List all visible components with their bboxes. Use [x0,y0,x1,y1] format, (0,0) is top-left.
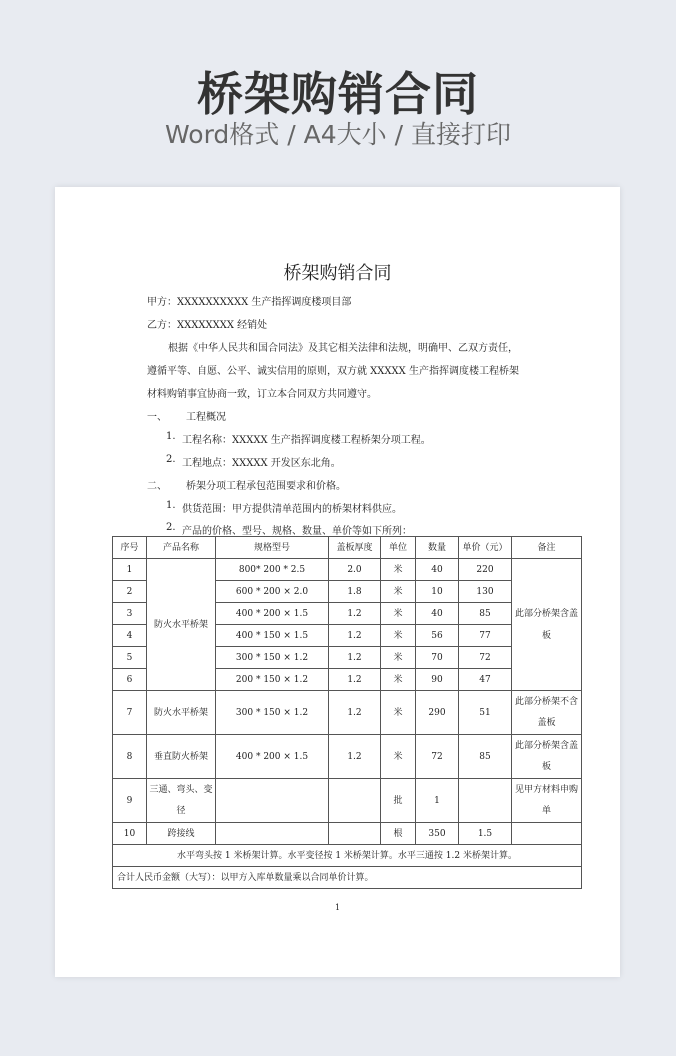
cell-spec [216,779,329,823]
cell-cover: 2.0 [329,559,381,581]
cell-cover: 1.2 [329,735,381,779]
cell-group-name: 防火水平桥架 [147,559,216,691]
cell-unit: 米 [381,625,416,647]
section-1-item-1: 工程名称：XXXXX 生产指挥调度楼工程桥架分项工程。 [182,435,431,446]
table-header-row [113,537,582,559]
cell-price: 47 [459,669,512,691]
header-unit: 单位 [381,537,416,559]
calc-note-row [113,845,582,867]
total-amount: 合计人民币金额（大写）：以甲方入库单数量乘以合同单价计算。 [113,867,582,889]
party-a: 甲方：XXXXXXXXXX 生产指挥调度楼项目部 [147,297,352,308]
cell-no: 1 [113,559,147,581]
cell-price: 77 [459,625,512,647]
cell-price [459,779,512,823]
page-number: 1 [334,903,341,912]
section-1-item-1-number: 1. [166,431,176,442]
total-row [113,867,582,889]
cell-no: 2 [113,581,147,603]
cell-qty: 70 [416,647,459,669]
cell-unit: 米 [381,735,416,779]
cell-name: 垂直防火桥架 [147,735,216,779]
calc-note: 水平弯头按 1 米桥架计算。水平变径按 1 米桥架计算。水平三通按 1.2 米桥架计算。 [113,845,582,867]
cell-cover [329,779,381,823]
cell-note: 此部分桥架含盖板 [512,735,582,779]
section-1-number: 一、 [147,412,167,423]
cell-qty: 350 [416,823,459,845]
cell-spec: 200 * 150 × 1.2 [216,669,329,691]
party-b: 乙方：XXXXXXXX 经销处 [147,320,268,331]
table-row [113,735,582,779]
section-2-item-2: 产品的价格、型号、规格、数量、单价等如下所列： [182,526,412,537]
cell-no: 3 [113,603,147,625]
cell-price: 85 [459,735,512,779]
header-no: 序号 [113,537,147,559]
section-2-item-2-number: 2. [166,522,176,533]
table-row [113,559,582,581]
cell-cover: 1.2 [329,647,381,669]
cell-spec: 600 * 200 × 2.0 [216,581,329,603]
table-row [113,691,582,735]
cell-unit: 米 [381,603,416,625]
cell-no: 6 [113,669,147,691]
cell-price: 220 [459,559,512,581]
section-1-item-2-number: 2. [166,454,176,465]
cell-cover [329,823,381,845]
cell-price: 72 [459,647,512,669]
intro-line-1: 根据《中华人民共和国合同法》及其它相关法律和法规，明确甲、乙双方责任， [168,343,518,354]
products-table [112,536,582,889]
cell-cover: 1.2 [329,625,381,647]
cell-spec: 800* 200 * 2.5 [216,559,329,581]
cell-note: 此部分桥架不含盖板 [512,691,582,735]
cell-no: 5 [113,647,147,669]
header-cover: 盖板厚度 [329,537,381,559]
section-2-number: 二、 [147,481,167,492]
section-2-title: 桥架分项工程承包范围要求和价格。 [186,481,346,492]
cell-spec [216,823,329,845]
cell-no: 4 [113,625,147,647]
cell-unit: 米 [381,559,416,581]
section-1-item-2: 工程地点：XXXXX 开发区东北角。 [182,458,341,469]
section-2-item-1: 供货范围：甲方提供清单范围内的桥架材料供应。 [182,504,402,515]
cell-qty: 10 [416,581,459,603]
header-note: 备注 [512,537,582,559]
header-spec: 规格型号 [216,537,329,559]
cell-note: 见甲方材料申购单 [512,779,582,823]
cell-group-note: 此部分桥架含盖板 [512,559,582,691]
cell-name: 防火水平桥架 [147,691,216,735]
cell-unit: 米 [381,669,416,691]
cell-unit: 米 [381,647,416,669]
cell-cover: 1.8 [329,581,381,603]
cell-qty: 56 [416,625,459,647]
cell-spec: 400 * 200 × 1.5 [216,603,329,625]
cell-spec: 300 * 150 × 1.2 [216,691,329,735]
cell-note [512,823,582,845]
section-2-item-1-number: 1. [166,500,176,511]
cell-unit: 米 [381,691,416,735]
document-page [55,187,620,977]
cell-no: 8 [113,735,147,779]
hero-title: 桥架购销合同 [197,67,479,121]
cell-qty: 90 [416,669,459,691]
cell-unit: 根 [381,823,416,845]
cell-unit: 米 [381,581,416,603]
cell-unit: 批 [381,779,416,823]
header-price: 单价（元） [459,537,512,559]
cell-cover: 1.2 [329,691,381,735]
cell-price: 51 [459,691,512,735]
cell-spec: 300 * 150 × 1.2 [216,647,329,669]
document-title: 桥架购销合同 [283,263,392,284]
cell-cover: 1.2 [329,603,381,625]
header-name: 产品名称 [147,537,216,559]
cell-spec: 400 * 200 × 1.5 [216,735,329,779]
cell-name: 跨接线 [147,823,216,845]
cell-qty: 40 [416,559,459,581]
section-1-title: 工程概况 [186,412,226,423]
cell-qty: 290 [416,691,459,735]
cell-price: 1.5 [459,823,512,845]
cell-no: 10 [113,823,147,845]
cell-price: 85 [459,603,512,625]
cell-qty: 40 [416,603,459,625]
cell-qty: 72 [416,735,459,779]
cell-price: 130 [459,581,512,603]
header-qty: 数量 [416,537,459,559]
cell-no: 9 [113,779,147,823]
intro-line-2: 遵循平等、自愿、公平、诚实信用的原则，双方就 XXXXX 生产指挥调度楼工程桥架 [147,366,519,377]
cell-name: 三通、弯头、变径 [147,779,216,823]
cell-no: 7 [113,691,147,735]
cell-qty: 1 [416,779,459,823]
hero-subtitle: Word格式 / A4大小 / 直接打印 [165,120,511,149]
table-row [113,779,582,823]
cell-cover: 1.2 [329,669,381,691]
cell-spec: 400 * 150 × 1.5 [216,625,329,647]
intro-line-3: 材料购销事宜协商一致，订立本合同双方共同遵守。 [147,389,377,400]
table-row [113,823,582,845]
